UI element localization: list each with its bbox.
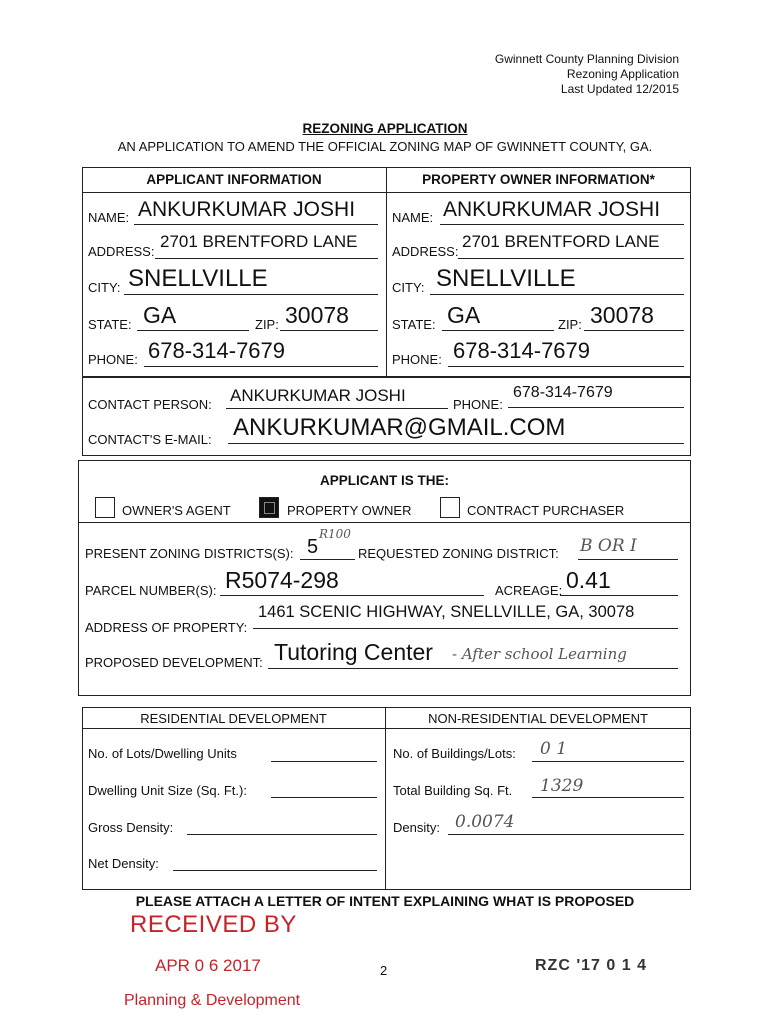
owner-address-line [458, 258, 684, 259]
applicant-state-value[interactable]: GA [143, 302, 177, 328]
contact-person-line [226, 408, 448, 409]
owner-name-line [440, 224, 684, 225]
net-density-label: Net Density: [88, 856, 159, 871]
contact-person-label: CONTACT PERSON: [88, 397, 212, 412]
unit-size-label: Dwelling Unit Size (Sq. Ft.): [88, 783, 247, 798]
proposed-development-note: - After school Learning [452, 645, 627, 663]
building-sqft-label: Total Building Sq. Ft. [393, 783, 513, 798]
owner-city-value[interactable]: SNELLVILLE [436, 265, 576, 292]
present-zoning-note: R100 [319, 527, 351, 541]
applicant-heading: APPLICANT INFORMATION [146, 172, 322, 187]
owners-agent-label: OWNER'S AGENT [122, 503, 231, 518]
applicant-zip-label: ZIP: [255, 317, 279, 332]
owner-name-value[interactable]: ANKURKUMAR JOSHI [443, 198, 661, 221]
owner-city-label: CITY: [392, 280, 425, 295]
property-address-value[interactable]: 1461 SCENIC HIGHWAY, SNELLVILLE, GA, 30078 [258, 603, 635, 621]
development-divider [385, 707, 386, 890]
development-box [82, 707, 691, 890]
owner-state-line [442, 330, 554, 331]
applicant-phone-value[interactable]: 678-314-7679 [148, 338, 286, 363]
owner-state-value[interactable]: GA [447, 302, 481, 328]
case-number: RZC '17 0 1 4 [535, 957, 647, 974]
applicant-name-line [134, 224, 378, 225]
density-value[interactable]: 0.0074 [455, 812, 515, 832]
received-stamp-date: APR 0 6 2017 [155, 956, 261, 975]
contact-person-value[interactable]: ANKURKUMAR JOSHI [230, 386, 406, 405]
applicant-state-line [137, 330, 249, 331]
owner-name-label: NAME: [392, 210, 434, 225]
received-stamp-title: RECEIVED BY [130, 911, 297, 938]
parcel-value[interactable]: R5074-298 [225, 567, 339, 593]
owners-agent-checkbox[interactable] [95, 497, 115, 518]
page-number: 2 [380, 963, 388, 978]
requested-zoning-line [578, 559, 678, 560]
header-doc-name: Rezoning Application [566, 67, 679, 81]
property-address-label: ADDRESS OF PROPERTY: [85, 620, 248, 635]
building-sqft-line [532, 797, 684, 798]
owner-zip-value[interactable]: 30078 [590, 302, 654, 328]
contract-purchaser-checkbox[interactable] [440, 497, 460, 518]
owner-zip-label: ZIP: [558, 317, 582, 332]
header-org: Gwinnett County Planning Division [494, 52, 679, 66]
contact-email-value[interactable]: ANKURKUMAR@GMAIL.COM [233, 414, 566, 441]
residential-heading: RESIDENTIAL DEVELOPMENT [140, 711, 327, 726]
contact-email-label: CONTACT'S E-MAIL: [88, 432, 212, 447]
applicant-city-label: CITY: [88, 280, 121, 295]
present-zoning-label: PRESENT ZONING DISTRICTS(S): [85, 546, 294, 561]
property-owner-checkbox[interactable] [259, 497, 279, 518]
lots-units-label: No. of Lots/Dwelling Units [88, 746, 237, 761]
owner-address-value[interactable]: 2701 BRENTFORD LANE [462, 232, 660, 251]
buildings-lots-line [532, 761, 684, 762]
applicant-owner-divider [386, 167, 387, 377]
buildings-lots-label: No. of Buildings/Lots: [393, 746, 516, 761]
applicant-address-label: ADDRESS: [88, 244, 155, 259]
gross-density-line [187, 834, 377, 835]
owner-phone-line [448, 366, 684, 367]
header-updated: Last Updated 12/2015 [560, 82, 679, 96]
applicant-address-value[interactable]: 2701 BRENTFORD LANE [160, 232, 358, 251]
owner-phone-value[interactable]: 678-314-7679 [453, 338, 591, 363]
acreage-value[interactable]: 0.41 [566, 567, 611, 593]
property-owner-label: PROPERTY OWNER [287, 503, 412, 518]
owner-heading: PROPERTY OWNER INFORMATION* [422, 172, 655, 187]
applicant-name-label: NAME: [88, 210, 130, 225]
buildings-lots-value[interactable]: 0 1 [540, 739, 568, 759]
contract-purchaser-label: CONTRACT PURCHASER [467, 503, 625, 518]
unit-size-line [271, 797, 377, 798]
requested-zoning-label: REQUESTED ZONING DISTRICT: [358, 546, 559, 561]
applicant-phone-line [144, 366, 378, 367]
applicant-heading-rule [82, 192, 691, 193]
density-label: Density: [393, 820, 440, 835]
applicant-name-value[interactable]: ANKURKUMAR JOSHI [138, 198, 356, 221]
form-subtitle: AN APPLICATION TO AMEND THE OFFICIAL ZONING MAP OF GWINNETT COUNTY, GA. [117, 139, 653, 154]
building-sqft-value[interactable]: 1329 [540, 776, 584, 796]
contact-email-line [228, 443, 684, 444]
parcel-label: PARCEL NUMBER(S): [85, 583, 217, 598]
owner-phone-label: PHONE: [392, 352, 442, 367]
contact-phone-label: PHONE: [453, 397, 503, 412]
density-line [448, 834, 684, 835]
letter-of-intent-note: PLEASE ATTACH A LETTER OF INTENT EXPLAINING WHAT IS PROPOSED [135, 893, 635, 909]
applicant-address-line [155, 258, 378, 259]
applicant-is-rule [78, 522, 691, 523]
lots-units-line [271, 761, 377, 762]
nonresidential-heading: NON-RESIDENTIAL DEVELOPMENT [428, 711, 648, 726]
net-density-line [173, 870, 377, 871]
gross-density-label: Gross Density: [88, 820, 174, 835]
applicant-is-heading: APPLICANT IS THE: [319, 473, 449, 488]
document-header [495, 52, 679, 97]
proposed-development-value[interactable]: Tutoring Center [274, 639, 433, 665]
contact-phone-value[interactable]: 678-314-7679 [513, 384, 613, 401]
present-zoning-value[interactable]: 5 [307, 536, 319, 558]
property-address-line [253, 628, 678, 629]
parcel-line [220, 595, 484, 596]
applicant-zip-value[interactable]: 30078 [285, 302, 349, 328]
contact-phone-line [508, 407, 684, 408]
owner-city-line [430, 294, 684, 295]
received-stamp-dept: Planning & Development [124, 992, 301, 1009]
present-zoning-line [300, 559, 355, 560]
requested-zoning-value[interactable]: B OR I [580, 536, 637, 556]
applicant-phone-label: PHONE: [88, 352, 138, 367]
development-heading-rule [82, 728, 691, 729]
proposed-development-line [268, 668, 678, 669]
applicant-state-label: STATE: [88, 317, 132, 332]
acreage-label: ACREAGE: [495, 583, 563, 598]
proposed-development-label: PROPOSED DEVELOPMENT: [85, 655, 263, 670]
acreage-line [560, 595, 678, 596]
applicant-city-line [124, 294, 378, 295]
owner-zip-line [584, 330, 684, 331]
owner-state-label: STATE: [392, 317, 436, 332]
applicant-zip-line [280, 330, 378, 331]
owner-address-label: ADDRESS: [392, 244, 459, 259]
form-title: REZONING APPLICATION [302, 121, 468, 136]
applicant-city-value[interactable]: SNELLVILLE [128, 265, 268, 292]
